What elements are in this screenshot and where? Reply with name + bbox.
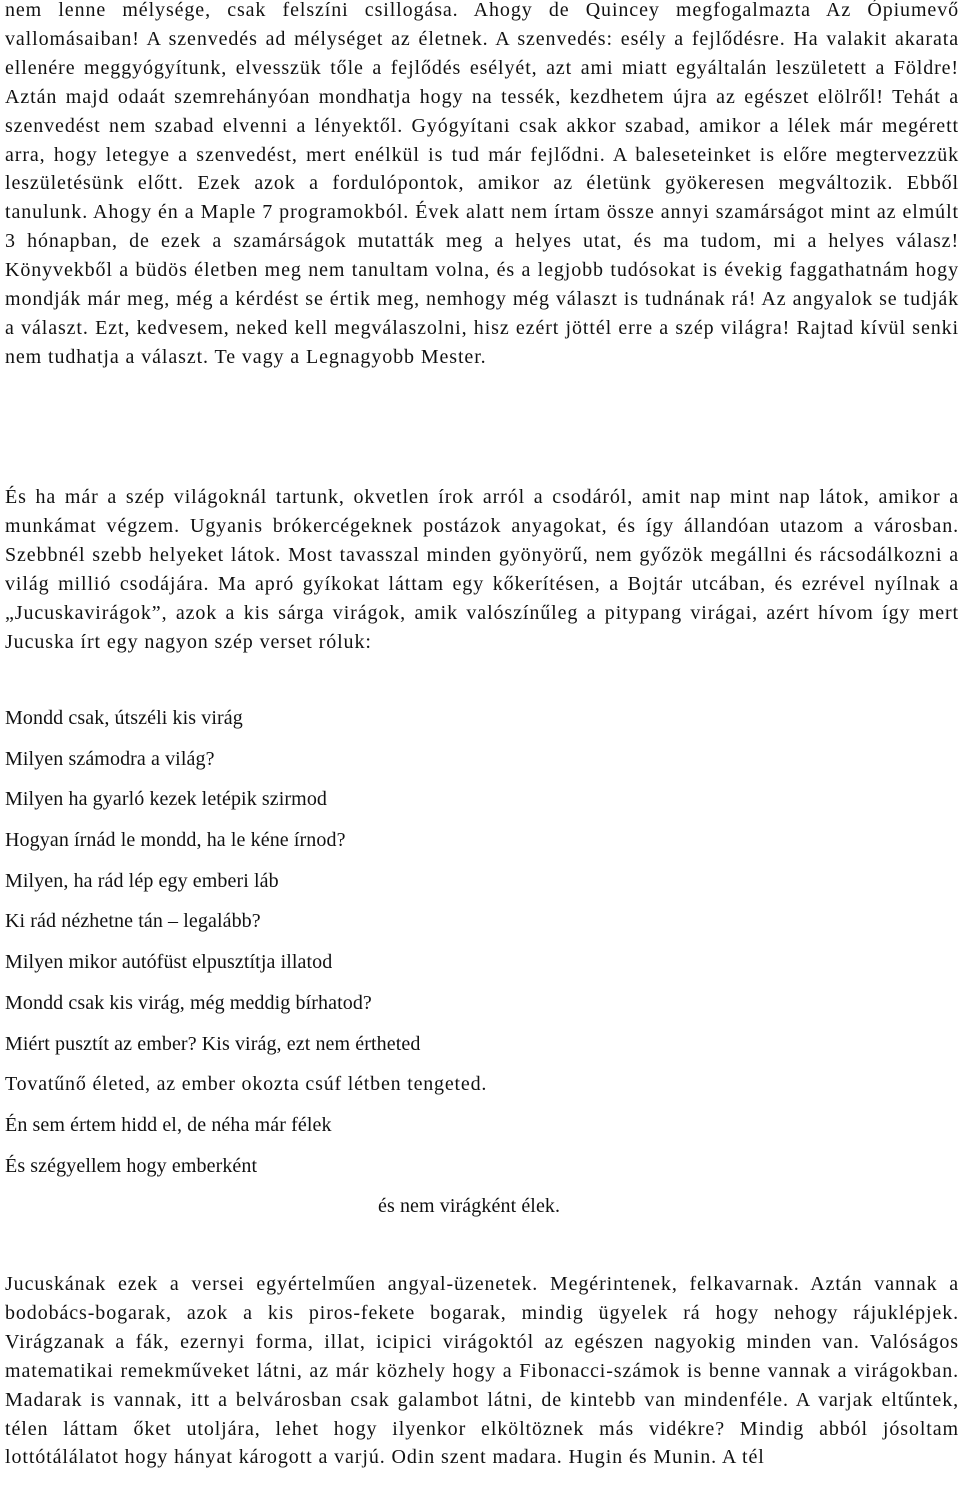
poem-line: Hogyan írnád le mondd, ha le kéne írnod? (5, 829, 346, 852)
poem-line: Milyen számodra a világ? (5, 747, 215, 770)
poem-line: Mondd csak kis virág, még meddig bírhatod? (5, 991, 372, 1014)
poem-line: Miért pusztít az ember? Kis virág, ezt nem értheted (5, 1032, 421, 1055)
poem-line: Milyen, ha rád lép egy emberi láb (5, 869, 279, 892)
poem-line: Tovatűnő életed, az ember okozta csúf létben tengeted. (5, 1073, 488, 1096)
poem (5, 704, 959, 1233)
paragraph-3: Jucuskának ezek a versei egyértelműen angyal-üzenetek. Megérintenek, felkavarnak. Aztán vannak a bodobács-bogarak, azok a kis piros-fekete bogarak, mindig ügyelek rá hogy nehogy rájuklépjek. Virágzanak a fák, ezernyi forma, illat, icipici virágoktól az egészen nagyokig minden van. Valóságos matematikai remekműveket látni, az már közhely hogy a Fibonacci-számok is benne vannak a virágokban. Madarak is vannak, itt a belvárosban csak galambot látni, de kintebb van mindenféle. A varjak eltűntek, télen láttam őket utoljára, lehet hogy ilyenkor elköltöznek más vidékre? Mindig abból jósoltam lottótálálatot hogy hányat károgott a varjú. Odin szent madara. Hugin és Munin. A tél (5, 1273, 959, 1469)
paragraph-1: nem lenne mélysége, csak felszíni csillogása. Ahogy de Quincey megfogalmazta Az Ópiumevő vallomásaiban! A szenvedés ad mélységet az életnek. A szenvedés: esély a fejlődésre. Ha valakit akarata ellenére meggyógyítunk, elvesszük tőle a fejlődés esélyét, azt ami miatt egyáltalán leszületett a Földre! Aztán majd odaát szemrehányóan mondhatja hogy na tessék, kezdhetem újra az egészet elölről! Tehát a szenvedést nem szabad elvenni a lényektől. Gyógyítani csak akkor szabad, amikor a lélek már megérett arra, hogy letegye a szenvedést, mert enélkül is tud már fejlődni. A baleseteinket is előre megtervezzük leszületésünk előtt. Ezek azok a fordulópontok, amikor az életünk gyökeresen megváltozik. Ebből tanulunk. Ahogy én a Maple 7 programokból. Évek alatt nem írtam össze annyi szamárságot mint az elmúlt 3 hónapban, de ezek a szamárságok mutatták meg a helyes utat, és ma tudom, mi a helyes válasz! Könyvekből a büdös életben meg nem tanultam volna, és a legjobb tudósokat is évekig faggathatnám hogy mondják már meg, még a kérdést se értik meg, nemhogy még választ is tudnának rá! Az angyalok se tudják a választ. Ezt, kedvesem, neked kell megválaszolni, hisz ezért jöttél erre a szép világra! Rajtad kívül senki nem tudhatja a választ. Te vagy a Legnagyobb Mester. (5, 0, 959, 368)
poem-line: Milyen mikor autófüst elpusztítja illatod (5, 951, 333, 974)
poem-line: és nem virágként élek. (378, 1195, 561, 1218)
poem-line: Én sem értem hidd el, de néha már félek (5, 1113, 332, 1136)
poem-line: Ki rád nézhetne tán – legalább? (5, 910, 261, 933)
poem-line: Milyen ha gyarló kezek letépik szirmod (5, 788, 328, 811)
poem-line: És szégyellem hogy emberként (5, 1154, 258, 1177)
paragraph-2: És ha már a szép világoknál tartunk, okvetlen írok arról a csodáról, amit nap mint nap látok, amikor a munkámat végzem. Ugyanis brókercégeknek postázok anyagokat, és így állandóan utazom a városban. Szebbnél szebb helyeket látok. Most tavasszal minden gyönyörű, nem győzök megállni és rácsodálkozni a világ millió csodájára. Ma apró gyíkokat láttam egy kőkerítésen, a Bojtár utcában, és ezrével nyílnak a „Jucuskavirágok”, azok a kis sárga virágok, amik valószínűleg a pitypang virágai, azért hívom így mert Jucuska írt egy nagyon szép verset róluk: (5, 486, 959, 653)
poem-line: Mondd csak, útszéli kis virág (5, 707, 243, 729)
